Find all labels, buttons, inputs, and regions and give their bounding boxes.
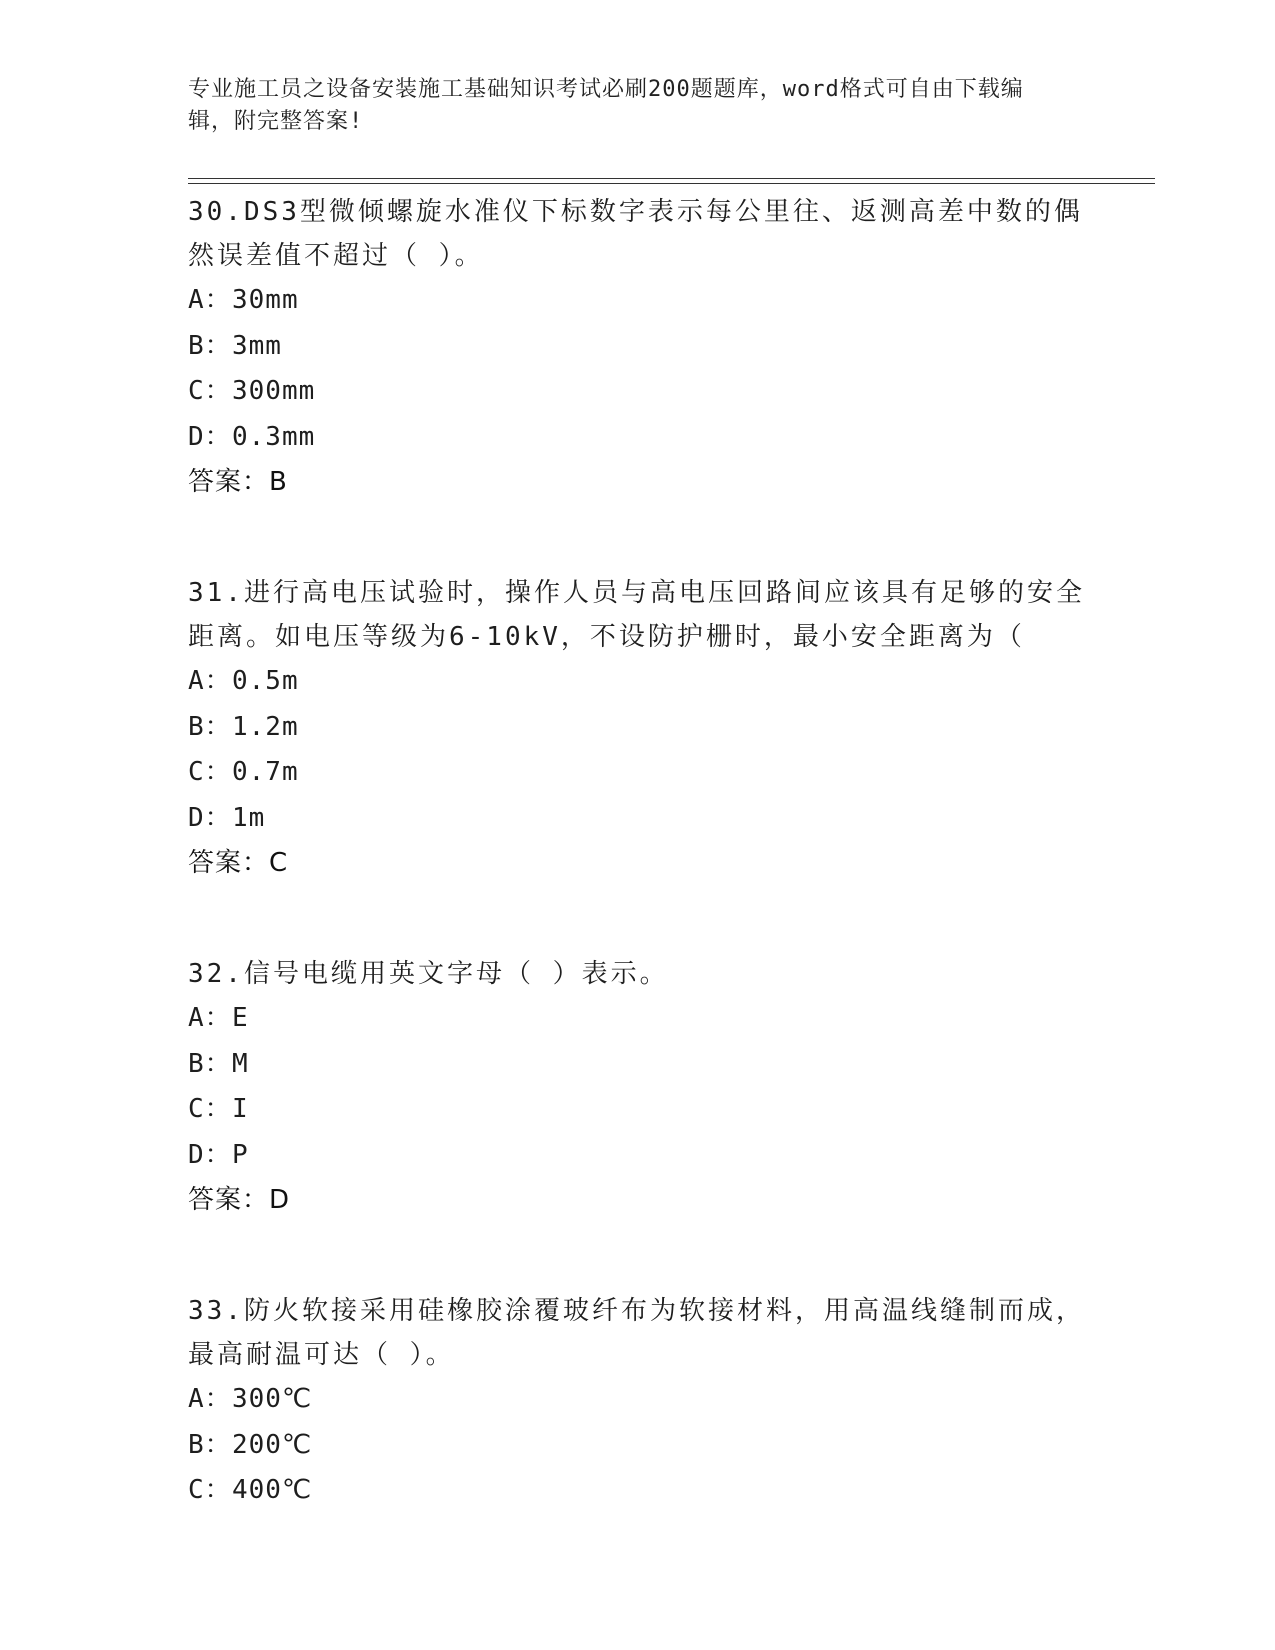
option-a xyxy=(188,1377,1088,1423)
question-list xyxy=(188,188,1088,1536)
option-value: 1.2m xyxy=(232,711,299,742)
question-text: 32.信号电缆用英文字母（ ）表示。 xyxy=(188,959,669,989)
option-value: 3mm xyxy=(232,330,282,361)
option-key: C： xyxy=(188,376,232,406)
option-c xyxy=(188,750,1088,796)
option-value: 1m xyxy=(232,802,266,833)
option-c xyxy=(188,369,1088,415)
answer-text: 答案：B xyxy=(188,467,288,497)
option-key: B： xyxy=(188,711,232,742)
option-value: 0.7m xyxy=(232,757,299,787)
option-value: 30mm xyxy=(232,285,299,315)
option-value: I xyxy=(232,1094,249,1124)
header-divider-top xyxy=(188,178,1155,179)
question-item xyxy=(188,1287,1088,1514)
option-a xyxy=(188,659,1088,705)
option-key: D： xyxy=(188,1139,232,1170)
answer-text: 答案：D xyxy=(188,1185,291,1215)
option-key: A： xyxy=(188,666,232,696)
question-text: 31.进行高电压试验时，操作人员与高电压回路间应该具有足够的安全距离。如电压等级为6-10kV，不设防护栅时，最小安全距离为（ xyxy=(188,578,1085,652)
question-text: 33.防火软接采用硅橡胶涂覆玻纤布为软接材料，用高温线缝制而成，最高耐温可达（ ）。 xyxy=(188,1296,1085,1370)
option-key: D： xyxy=(188,421,232,452)
option-d xyxy=(188,796,1088,842)
option-key: B： xyxy=(188,330,232,361)
option-value: 300℃ xyxy=(232,1384,313,1414)
document-header: 专业施工员之设备安装施工基础知识考试必刷200题题库，word格式可自由下载编辑，附完整答案! xyxy=(188,77,1024,134)
option-value: M xyxy=(232,1048,249,1079)
option-key: A： xyxy=(188,1384,232,1414)
question-spacer xyxy=(188,504,1088,547)
option-c xyxy=(188,1468,1088,1514)
option-b xyxy=(188,1423,1088,1469)
option-a xyxy=(188,996,1088,1042)
option-d xyxy=(188,1133,1088,1179)
option-a xyxy=(188,278,1088,324)
option-d xyxy=(188,415,1088,461)
option-b xyxy=(188,1042,1088,1088)
option-b xyxy=(188,705,1088,751)
option-value: 0.3mm xyxy=(232,421,316,452)
question-item xyxy=(188,569,1088,928)
header-divider-bottom xyxy=(188,183,1155,184)
option-value: 200℃ xyxy=(232,1429,313,1460)
option-key: C： xyxy=(188,757,232,787)
option-value: 0.5m xyxy=(232,666,299,696)
option-key: D： xyxy=(188,802,232,833)
option-value: 300mm xyxy=(232,376,316,406)
option-b xyxy=(188,324,1088,370)
option-key: A： xyxy=(188,1003,232,1033)
option-value: E xyxy=(232,1003,249,1033)
option-value: 400℃ xyxy=(232,1475,313,1505)
option-key: B： xyxy=(188,1429,232,1460)
question-item xyxy=(188,188,1088,547)
question-text: 30.DS3型微倾螺旋水准仪下标数字表示每公里往、返测高差中数的偶然误差值不超过（ ）。 xyxy=(188,197,1083,271)
question-spacer xyxy=(188,885,1088,928)
option-key: C： xyxy=(188,1094,232,1124)
option-c xyxy=(188,1087,1088,1133)
option-key: A： xyxy=(188,285,232,315)
option-key: C： xyxy=(188,1475,232,1505)
answer-text: 答案：C xyxy=(188,848,289,878)
option-value: P xyxy=(232,1139,249,1170)
question-item xyxy=(188,950,1088,1265)
question-spacer xyxy=(188,1222,1088,1265)
option-key: B： xyxy=(188,1048,232,1079)
